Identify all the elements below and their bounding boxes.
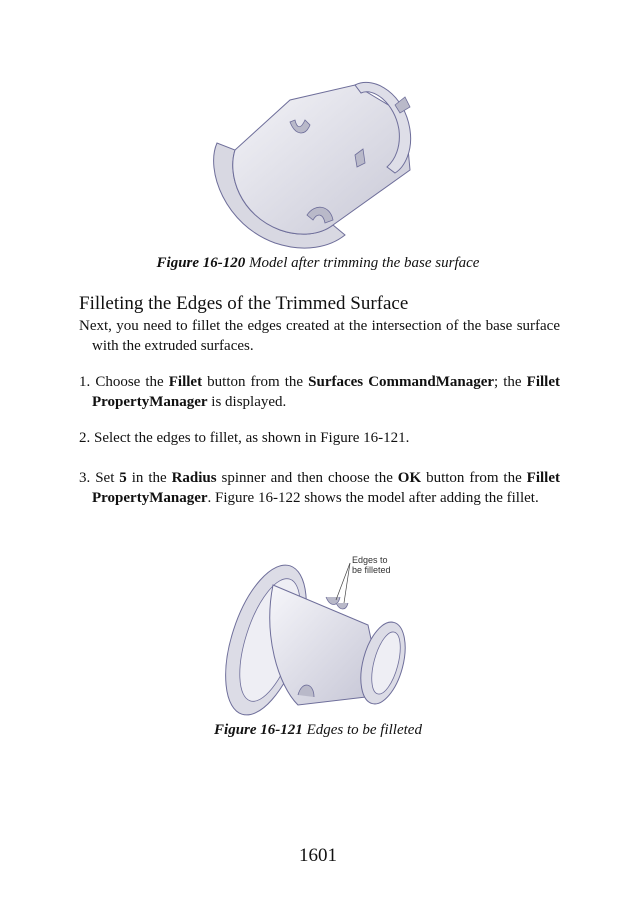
step-number: 3.: [79, 470, 91, 486]
step-bold-text: Radius: [171, 470, 217, 486]
step-bold-text: Surfaces CommandManager: [308, 374, 495, 390]
step-text: ; the: [494, 374, 527, 390]
callout-label-line-2: be filleted: [352, 565, 391, 575]
step-text: button from the: [202, 374, 309, 390]
step-bold-text: Fillet PropertyManager: [92, 374, 560, 410]
step-1: [79, 372, 560, 412]
figure-number: Figure 16-120: [156, 255, 246, 271]
callout-leader-line: [344, 563, 350, 603]
intro-paragraph: Next, you need to fillet the edges created at the intersection of the base surface with the extruded surfaces.: [79, 318, 560, 354]
figure-16-120-image: [205, 75, 450, 255]
step-number: 2.: [79, 430, 91, 446]
step-text: in the: [126, 470, 172, 486]
step-bold-text: Fillet PropertyManager: [92, 470, 560, 506]
callout-label-line-1: Edges to: [352, 555, 388, 565]
step-3: [79, 468, 560, 508]
step-2: [79, 428, 560, 448]
step-text: Choose the: [95, 374, 169, 390]
step-bold-text: Fillet: [168, 374, 203, 390]
step-text: spinner and then choose the: [216, 470, 398, 486]
callout-leader-line: [336, 563, 350, 600]
step-number: 1.: [79, 374, 91, 390]
figure-number: Figure 16-121: [214, 722, 303, 738]
figure-16-121-image: [218, 545, 418, 720]
step-bold-text: 5: [119, 470, 127, 486]
section-heading: Filleting the Edges of the Trimmed Surface: [79, 293, 409, 314]
step-bold-text: OK: [397, 470, 422, 486]
step-text: Set: [95, 470, 120, 486]
page-number: 1601: [299, 845, 337, 866]
figure-16-120-caption: [0, 255, 636, 272]
step-text: is displayed.: [207, 394, 287, 410]
step-text: . Figure 16-122 shows the model after adding the fillet.: [207, 490, 539, 506]
step-text: button from the: [421, 470, 527, 486]
figure-caption-text: Model after trimming the base surface: [249, 255, 480, 271]
step-text: Select the edges to fillet, as shown in Figure 16-121.: [94, 430, 410, 446]
figure-16-121-caption: [0, 722, 636, 739]
figure-caption-text: Edges to be filleted: [306, 722, 422, 738]
